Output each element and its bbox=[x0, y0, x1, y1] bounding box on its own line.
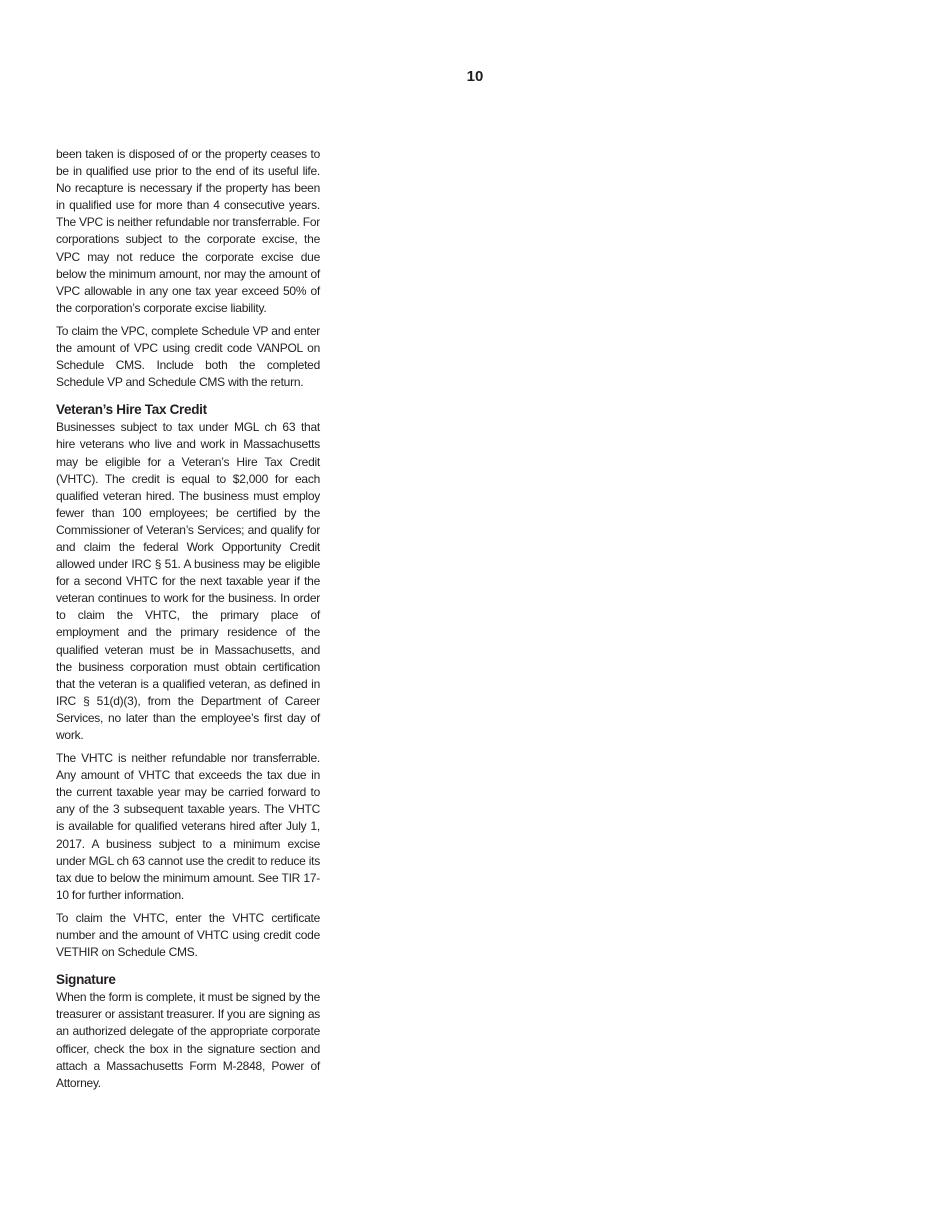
vhtc-refundability-paragraph: The VHTC is neither refundable nor transferrable. Any amount of VHTC that exceeds the tax due in the current taxable year may be carried forward to any of the 3 subsequent taxable years. The VHTC is available for qualified veterans hired after July 1, 2017. A business subject to a minimum excise under MGL ch 63 cannot use the credit to reduce its tax due to below the minimum amount. See TIR 17-10 for further information. bbox=[56, 751, 320, 902]
vpc-claim-paragraph: To claim the VPC, complete Schedule VP and enter the amount of VPC using credit code VANPOL on Schedule CMS. Include both the completed Schedule VP and Schedule CMS with the return. bbox=[56, 323, 320, 390]
page-number: 10 bbox=[466, 68, 484, 85]
signature-heading: Signature bbox=[56, 972, 116, 988]
signature-paragraph: When the form is complete, it must be signed by the treasurer or assistant treasurer. If you are signing as an authorized delegate of the appropriate corporate officer, check the box in the signature section and attach a Massachusetts Form M-2848, Power of Attorney. bbox=[56, 990, 320, 1090]
vhtc-claim-paragraph: To claim the VHTC, enter the VHTC certificate number and the amount of VHTC using credit code VETHIR on Schedule CMS. bbox=[56, 910, 320, 960]
vhtc-eligibility-paragraph: Businesses subject to tax under MGL ch 63 that hire veterans who live and work in Massachusetts may be eligible for a Veteran’s Hire Tax Credit (VHTC). The credit is equal to $2,000 for each qualified veteran hired. The business must employ fewer than 100 employees; be certified by the Commissioner of Veteran’s Services; and qualify for and claim the federal Work Opportunity Credit allowed under IRC § 51. A business may be eligible for a second VHTC for the next taxable year if the veteran continues to work for the business. In order to claim the VHTC, the primary place of employment and the primary residence of the qualified veteran must be in Massachusetts, and the business corporation must obtain certification that the veteran is a qualified veteran, as defined in IRC § 51(d)(3), from the Department of Career Services, no later than the employee’s first day of work. bbox=[56, 420, 320, 742]
vpc-recapture-paragraph: been taken is disposed of or the property ceases to be in qualified use prior to the end of its useful life. No recapture is necessary if the property has been in qualified use for more than 4 consecutive years. The VPC is neither refundable nor transferrable. For corporations subject to the corporate excise, the VPC may not reduce the corporate excise due below the minimum amount, nor may the amount of VPC allowable in any one tax year exceed 50% of the corporation’s corporate excise liability. bbox=[56, 147, 320, 315]
veterans-hire-tax-credit-heading: Veteran’s Hire Tax Credit bbox=[56, 402, 207, 418]
text-column bbox=[56, 146, 320, 1098]
